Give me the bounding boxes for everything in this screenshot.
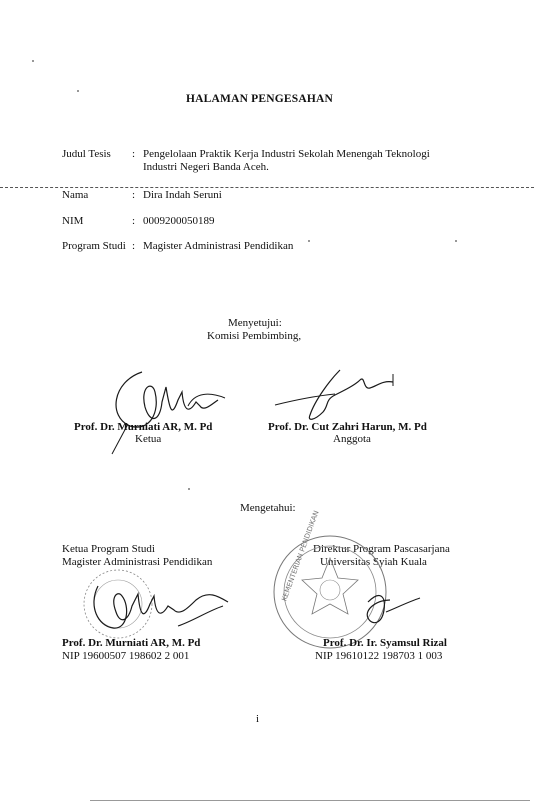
field-label-nim: NIM bbox=[62, 215, 84, 227]
stamp-and-signature-prodi bbox=[58, 566, 233, 636]
scan-speck bbox=[455, 240, 457, 242]
stamp-text: KEMENTERIAN PENDIDIKAN bbox=[280, 509, 321, 603]
field-label-judul: Judul Tesis bbox=[62, 148, 111, 160]
official-title-ketua-prodi: Ketua Program Studi bbox=[62, 543, 155, 555]
scan-speck bbox=[32, 60, 34, 62]
supervisor-role-anggota: Anggota bbox=[333, 433, 371, 445]
official-program-ketua-prodi: Magister Administrasi Pendidikan bbox=[62, 556, 213, 568]
field-sep-judul: : bbox=[132, 148, 136, 160]
field-label-nama: Nama bbox=[62, 189, 89, 201]
official-name-ketua-prodi: Prof. Dr. Murniati AR, M. Pd bbox=[62, 637, 201, 649]
signature-anggota bbox=[265, 360, 405, 430]
field-sep-prodi: : bbox=[132, 240, 136, 252]
supervisor-name-anggota: Prof. Dr. Cut Zahri Harun, M. Pd bbox=[268, 421, 427, 433]
approval-subheading: Komisi Pembimbing, bbox=[207, 330, 302, 342]
acknowledged-heading: Mengetahui: bbox=[240, 502, 296, 514]
official-name-direktur: Prof. Dr. Ir. Syamsul Rizal bbox=[323, 637, 447, 649]
field-sep-nim: : bbox=[132, 215, 136, 227]
field-value-judul-cont: Industri Negeri Banda Aceh. bbox=[143, 161, 269, 173]
supervisor-name-ketua: Prof. Dr. Murniati AR, M. Pd bbox=[74, 421, 213, 433]
field-value-nama: Dira Indah Seruni bbox=[143, 189, 222, 201]
official-title-direktur: Direktur Program Pascasarjana bbox=[313, 543, 450, 555]
scan-speck bbox=[77, 90, 79, 92]
page-edge-line bbox=[90, 800, 530, 801]
university-stamp bbox=[268, 509, 428, 652]
field-value-nim: 0009200050189 bbox=[143, 215, 215, 227]
approval-heading: Menyetujui: bbox=[228, 317, 282, 329]
field-sep-nama: : bbox=[132, 189, 136, 201]
official-nip-direktur: NIP 19610122 198703 1 003 bbox=[315, 650, 443, 662]
page-number: i bbox=[256, 713, 260, 725]
official-institution-direktur: Universitas Syiah Kuala bbox=[320, 556, 427, 568]
scan-speck bbox=[308, 240, 310, 242]
signature-ketua bbox=[100, 362, 235, 457]
field-value-prodi: Magister Administrasi Pendidikan bbox=[143, 240, 294, 252]
field-value-judul: Pengelolaan Praktik Kerja Industri Sekolah Menengah Teknologi bbox=[143, 148, 430, 160]
field-label-prodi: Program Studi bbox=[62, 240, 126, 252]
supervisor-role-ketua: Ketua bbox=[135, 433, 162, 445]
scan-speck bbox=[188, 488, 190, 490]
official-nip-ketua-prodi: NIP 19600507 198602 2 001 bbox=[62, 650, 190, 662]
page-title: HALAMAN PENGESAHAN bbox=[186, 93, 334, 105]
